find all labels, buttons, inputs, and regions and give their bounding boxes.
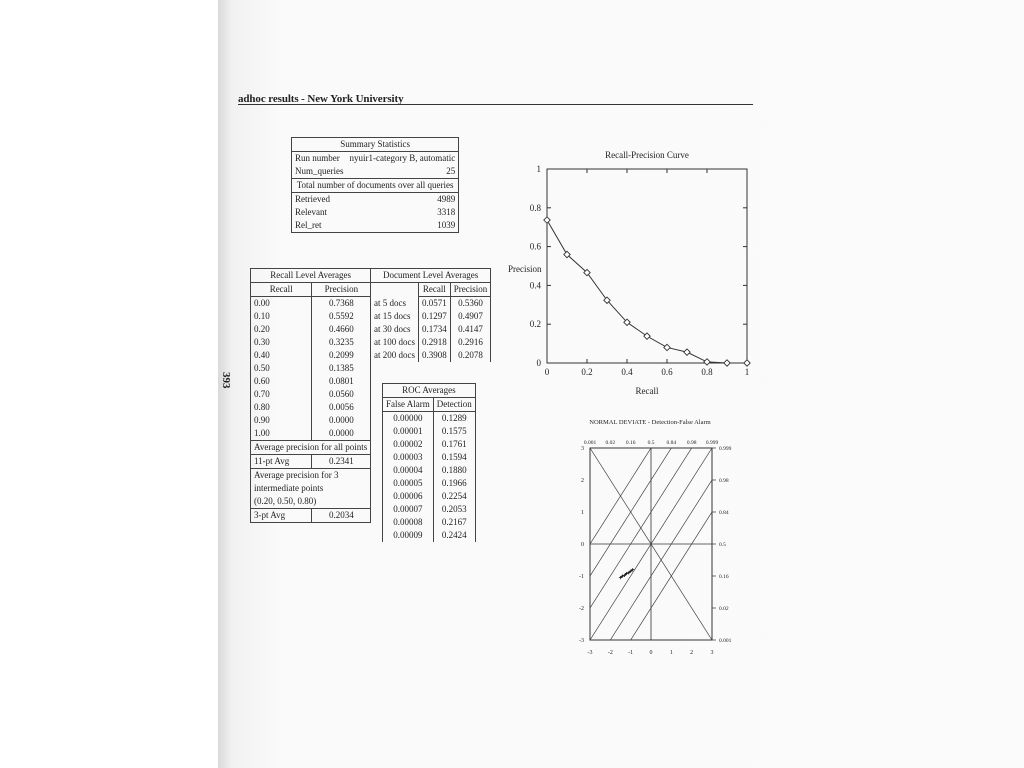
normal-deviate-chart — [565, 412, 750, 664]
rp-data-point — [544, 217, 550, 223]
recall-level-averages-table — [250, 268, 371, 523]
doc-cutoff-cell: at 30 docs — [371, 323, 419, 336]
precision-cell: 0.0801 — [312, 375, 371, 388]
nd-top-tick-label: 0.5 — [647, 440, 655, 446]
doc-precision-cell: 0.5360 — [450, 297, 491, 311]
roc-det-cell: 0.1594 — [433, 451, 475, 464]
relevant-label: Relevant — [292, 206, 347, 219]
recall-level-row — [251, 297, 371, 311]
doc-precision-cell: 0.2916 — [450, 336, 491, 349]
rp-chart-title: Recall-Precision Curve — [605, 150, 689, 160]
precision-cell: 0.1385 — [312, 362, 371, 375]
roc-det-cell: 0.1575 — [433, 425, 475, 438]
roc-det-cell: 0.2053 — [433, 503, 475, 516]
doc-precision-cell: 0.4147 — [450, 323, 491, 336]
recall-cell: 0.80 — [251, 401, 312, 414]
avg3-title-3: (0.20, 0.50, 0.80) — [251, 495, 371, 509]
roc-det-col-header: Detection — [433, 398, 475, 412]
rp-data-point — [724, 360, 730, 366]
roc-row — [383, 412, 476, 426]
page-number: 393 — [220, 372, 232, 389]
roc-fa-cell: 0.00008 — [383, 516, 434, 529]
nd-x-tick-label: 3 — [710, 650, 714, 656]
recall-cell: 0.90 — [251, 414, 312, 427]
recall-level-row — [251, 323, 371, 336]
rp-x-tick-label: 0.4 — [621, 367, 633, 377]
relret-label: Rel_ret — [292, 219, 347, 233]
roc-row — [383, 516, 476, 529]
document-level-averages-table — [370, 268, 491, 362]
summary-title: Summary Statistics — [292, 138, 459, 152]
nd-right-tick-label: 0.5 — [719, 542, 726, 548]
retrieved-label: Retrieved — [292, 193, 347, 207]
roc-fa-col-header: False Alarm — [383, 398, 434, 412]
recall-level-row — [251, 310, 371, 323]
recall-cell: 0.70 — [251, 388, 312, 401]
roc-row — [383, 425, 476, 438]
roc-det-cell: 0.1289 — [433, 412, 475, 426]
nd-x-tick-label: 1 — [669, 650, 673, 656]
page-header: adhoc results - New York University — [238, 93, 404, 105]
precision-cell: 0.3235 — [312, 336, 371, 349]
total-docs-title: Total number of documents over all queries — [292, 179, 459, 193]
rp-y-tick-label: 0.6 — [529, 241, 541, 252]
rp-x-tick-label: 0.8 — [701, 367, 713, 377]
avg3-title-1: Average precision for 3 — [251, 469, 371, 483]
roc-row — [383, 451, 476, 464]
rp-data-point — [664, 344, 670, 350]
nd-x-tick-label: -3 — [587, 650, 593, 656]
recall-level-row — [251, 362, 371, 375]
avg3-label: 3-pt Avg — [251, 509, 312, 523]
header-rule — [238, 104, 753, 105]
nd-right-tick-label: 0.001 — [719, 638, 732, 644]
roc-fa-cell: 0.00005 — [383, 477, 434, 490]
roc-det-cell: 0.2424 — [433, 529, 475, 542]
rp-y-tick-label: 0.4 — [529, 280, 541, 291]
rp-x-axis-label: Recall — [635, 386, 659, 396]
recall-cell: 0.20 — [251, 323, 312, 336]
summary-statistics-table — [291, 137, 459, 233]
roc-fa-cell: 0.00000 — [383, 412, 434, 426]
recall-cell: 0.50 — [251, 362, 312, 375]
rp-x-tick-label: 0.2 — [581, 367, 593, 377]
rp-x-tick-label: 0 — [544, 367, 550, 377]
recall-level-row — [251, 349, 371, 362]
nd-x-tick-label: 0 — [649, 650, 653, 656]
roc-row — [383, 503, 476, 516]
recall-level-row — [251, 375, 371, 388]
nd-right-tick-label: 0.02 — [719, 606, 729, 612]
nd-top-tick-label: 0.84 — [666, 440, 677, 446]
roc-fa-cell: 0.00001 — [383, 425, 434, 438]
rp-data-point — [684, 349, 690, 355]
doc-precision-col-header: Precision — [450, 283, 491, 297]
roc-title: ROC Averages — [383, 384, 476, 398]
nd-x-tick-label: -2 — [607, 650, 613, 656]
avg3-value: 0.2034 — [312, 509, 371, 523]
roc-row — [383, 438, 476, 451]
doc-cutoff-cell: at 5 docs — [371, 297, 419, 311]
doc-recall-cell: 0.2918 — [419, 336, 451, 349]
recall-level-row — [251, 336, 371, 349]
rp-y-tick-label: 0 — [536, 358, 541, 368]
relevant-value: 3318 — [347, 206, 459, 219]
precision-cell: 0.0000 — [312, 427, 371, 441]
roc-fa-cell: 0.00004 — [383, 464, 434, 477]
avg11-value: 0.2341 — [312, 455, 371, 469]
nd-y-tick-label: 2 — [581, 478, 584, 484]
nd-right-tick-label: 0.84 — [719, 510, 729, 516]
retrieved-value: 4989 — [347, 193, 459, 207]
recall-level-row — [251, 401, 371, 414]
recall-col-header: Recall — [251, 283, 312, 297]
rp-y-tick-label: 0.8 — [529, 202, 541, 213]
precision-cell: 0.0000 — [312, 414, 371, 427]
nd-y-tick-label: 3 — [581, 446, 584, 452]
doc-cutoff-cell: at 100 docs — [371, 336, 419, 349]
nd-chart-title: NORMAL DEVIATE - Detection-False Alarm — [589, 419, 711, 426]
recall-cell: 1.00 — [251, 427, 312, 441]
rp-series-line — [547, 220, 747, 363]
rp-y-tick-label: 1 — [536, 164, 541, 174]
roc-det-cell: 0.2254 — [433, 490, 475, 503]
doc-level-row — [371, 336, 491, 349]
roc-det-cell: 0.1880 — [433, 464, 475, 477]
recall-level-row — [251, 414, 371, 427]
precision-cell: 0.7368 — [312, 297, 371, 311]
queries-value: 25 — [347, 165, 459, 179]
doc-recall-cell: 0.0571 — [419, 297, 451, 311]
doc-levels-title: Document Level Averages — [371, 269, 491, 283]
nd-top-tick-label: 0.98 — [686, 440, 697, 446]
doc-precision-cell: 0.4907 — [450, 310, 491, 323]
doc-blank-header — [371, 283, 419, 297]
precision-cell: 0.0560 — [312, 388, 371, 401]
rp-data-point — [644, 333, 650, 339]
recall-levels-title: Recall Level Averages — [251, 269, 371, 283]
precision-col-header: Precision — [312, 283, 371, 297]
roc-det-cell: 0.1966 — [433, 477, 475, 490]
roc-row — [383, 529, 476, 542]
recall-cell: 0.40 — [251, 349, 312, 362]
relret-value: 1039 — [347, 219, 459, 233]
roc-det-cell: 0.2167 — [433, 516, 475, 529]
roc-row — [383, 477, 476, 490]
roc-fa-cell: 0.00002 — [383, 438, 434, 451]
doc-cutoff-cell: at 15 docs — [371, 310, 419, 323]
roc-fa-cell: 0.00006 — [383, 490, 434, 503]
rp-y-tick-label: 0.2 — [529, 319, 541, 330]
doc-cutoff-cell: at 200 docs — [371, 349, 419, 362]
roc-fa-cell: 0.00003 — [383, 451, 434, 464]
nd-y-tick-label: -3 — [579, 638, 584, 644]
rp-data-point — [704, 359, 710, 365]
roc-row — [383, 490, 476, 503]
nd-top-tick-label: 0.02 — [605, 440, 616, 446]
avg3-title-2: intermediate points — [251, 482, 371, 495]
recall-cell: 0.10 — [251, 310, 312, 323]
nd-y-tick-label: -1 — [579, 574, 584, 580]
rp-data-point — [744, 360, 750, 366]
roc-fa-cell: 0.00009 — [383, 529, 434, 542]
nd-right-tick-label: 0.999 — [719, 446, 732, 452]
avg-all-title: Average precision for all points — [251, 441, 371, 455]
recall-cell: 0.30 — [251, 336, 312, 349]
doc-level-row — [371, 349, 491, 362]
nd-y-tick-label: 0 — [581, 542, 584, 548]
recall-level-row — [251, 388, 371, 401]
doc-recall-cell: 0.3908 — [419, 349, 451, 362]
doc-recall-cell: 0.1734 — [419, 323, 451, 336]
precision-cell: 0.4660 — [312, 323, 371, 336]
run-label: Run number — [292, 152, 347, 166]
queries-label: Num_queries — [292, 165, 347, 179]
nd-right-tick-label: 0.16 — [719, 574, 729, 580]
doc-level-row — [371, 310, 491, 323]
roc-averages-table — [382, 383, 476, 542]
doc-level-row — [371, 323, 491, 336]
doc-level-row — [371, 297, 491, 311]
rp-x-tick-label: 1 — [744, 367, 750, 377]
nd-x-tick-label: -1 — [628, 650, 634, 656]
doc-recall-cell: 0.1297 — [419, 310, 451, 323]
nd-x-tick-label: 2 — [690, 650, 694, 656]
doc-recall-col-header: Recall — [419, 283, 451, 297]
rp-y-axis-label: Precision — [508, 264, 542, 274]
recall-cell: 0.60 — [251, 375, 312, 388]
recall-level-row — [251, 427, 371, 441]
roc-det-cell: 0.1761 — [433, 438, 475, 451]
rp-x-tick-label: 0.6 — [661, 367, 673, 377]
nd-top-tick-label: 0.16 — [625, 440, 636, 446]
precision-cell: 0.0056 — [312, 401, 371, 414]
precision-cell: 0.5592 — [312, 310, 371, 323]
nd-y-tick-label: 1 — [581, 510, 584, 516]
recall-precision-chart — [500, 145, 770, 400]
roc-row — [383, 464, 476, 477]
run-value: nyuir1-category B, automatic — [347, 152, 459, 166]
nd-top-tick-label: 0.001 — [583, 440, 597, 446]
nd-right-tick-label: 0.98 — [719, 478, 729, 484]
nd-y-tick-label: -2 — [579, 606, 584, 612]
avg11-label: 11-pt Avg — [251, 455, 312, 469]
recall-cell: 0.00 — [251, 297, 312, 311]
nd-top-tick-label: 0.999 — [705, 440, 719, 446]
doc-precision-cell: 0.2078 — [450, 349, 491, 362]
precision-cell: 0.2099 — [312, 349, 371, 362]
roc-fa-cell: 0.00007 — [383, 503, 434, 516]
